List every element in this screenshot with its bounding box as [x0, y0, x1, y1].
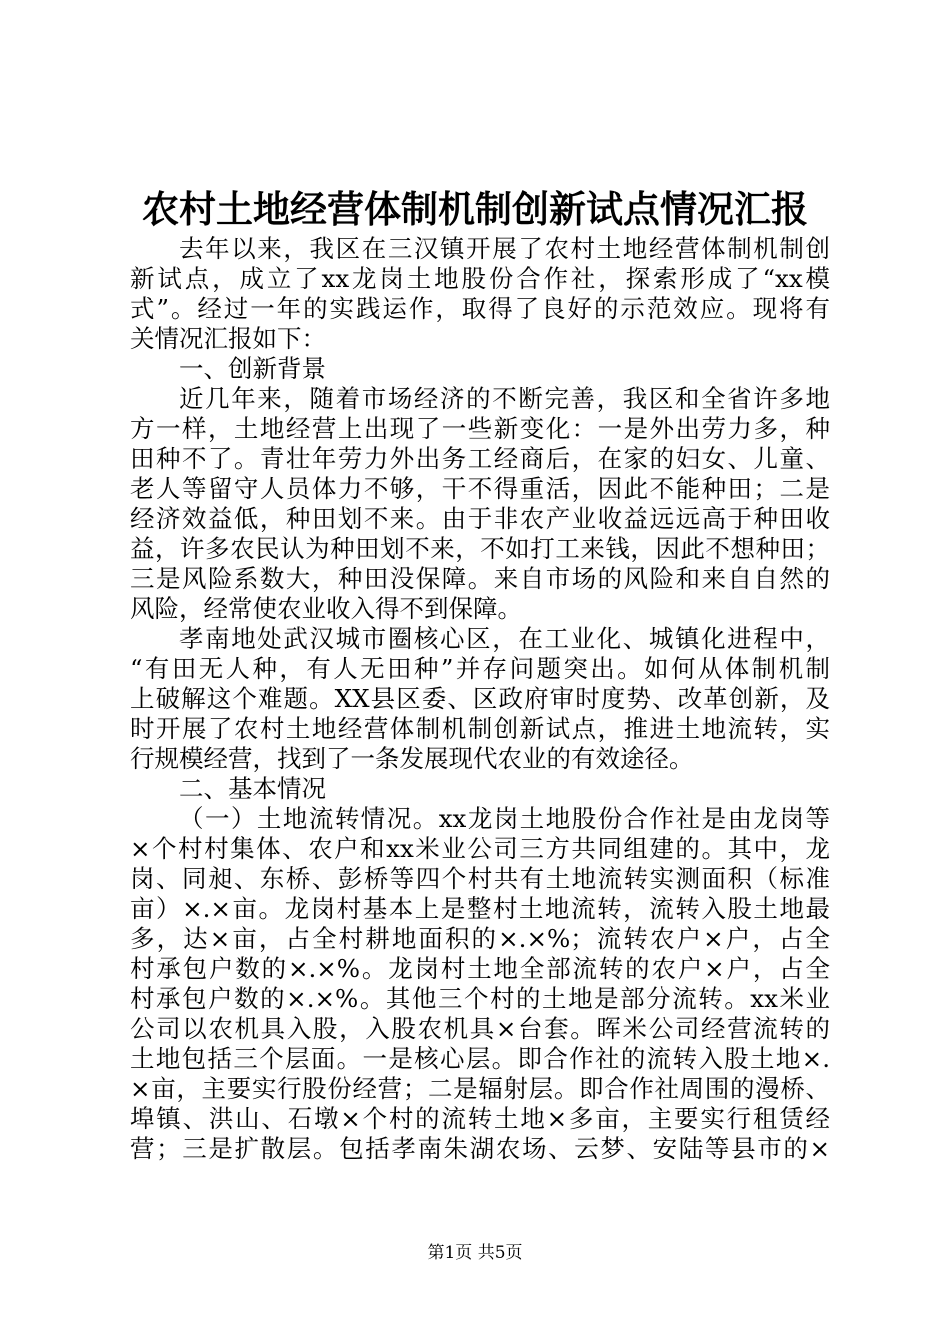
text-line: 田种不了。青壮年劳力外出务工经商后，在家的妇女、儿童、: [130, 444, 830, 473]
text-line: 多，达×亩，占全村耕地面积的×.×%；流转农户×户，占全: [130, 924, 830, 953]
text-line: 一、创新背景: [179, 354, 326, 383]
text-line: 关情况汇报如下：: [130, 324, 326, 353]
text-line: 村承包户数的×.×%。其他三个村的土地是部分流转。xx米业: [130, 984, 830, 1013]
text-line: ×亩，主要实行股份经营；二是辐射层。即合作社周围的漫桥、: [130, 1074, 830, 1103]
text-line: 上破解这个难题。XX县区委、区政府审时度势、改革创新，及: [130, 684, 830, 713]
text-line: （一）土地流转情况。xx龙岗土地股份合作社是由龙岗等: [179, 804, 830, 833]
document-title: 农村土地经营体制机制创新试点情况汇报: [142, 187, 808, 231]
text-line: 孝南地处武汉城市圈核心区，在工业化、城镇化进程中，: [179, 624, 830, 653]
text-line: 营；三是扩散层。包括孝南朱湖农场、云梦、安陆等县市的×: [130, 1134, 830, 1163]
page-footer: 第1页 共5页: [427, 1243, 523, 1263]
text-line: “有田无人种，有人无田种”并存问题突出。如何从体制机制: [130, 654, 830, 683]
text-line: 方一样，土地经营上出现了一些新变化：一是外出劳力多，种: [130, 414, 830, 443]
text-line: 风险，经常使农业收入得不到保障。: [130, 594, 522, 623]
text-line: 村承包户数的×.×%。龙岗村土地全部流转的农户×户，占全: [130, 954, 830, 983]
text-line: 岗、同昶、东桥、彭桥等四个村共有土地流转实测面积（标准: [130, 864, 830, 893]
text-line: 亩）×.×亩。龙岗村基本上是整村土地流转，流转入股土地最: [130, 894, 830, 923]
text-line: 老人等留守人员体力不够，干不得重活，因此不能种田；二是: [130, 474, 830, 503]
document-body: [130, 234, 830, 1164]
text-line: 去年以来，我区在三汉镇开展了农村土地经营体制机制创: [179, 234, 830, 263]
text-line: 二、基本情况: [179, 774, 326, 803]
text-line: 新试点，成立了xx龙岗土地股份合作社，探索形成了“xx模: [130, 264, 830, 293]
text-line: 埠镇、洪山、石墩×个村的流转土地×多亩，主要实行租赁经: [130, 1104, 830, 1133]
text-line: 近几年来，随着市场经济的不断完善，我区和全省许多地: [179, 384, 830, 413]
text-line: 土地包括三个层面。一是核心层。即合作社的流转入股土地×.: [130, 1044, 830, 1073]
text-line: 行规模经营，找到了一条发展现代农业的有效途径。: [130, 744, 694, 773]
text-line: ×个村村集体、农户和xx米业公司三方共同组建的。其中，龙: [130, 834, 830, 863]
text-line: 公司以农机具入股，入股农机具×台套。晖米公司经营流转的: [130, 1014, 830, 1043]
text-line: 式”。经过一年的实践运作，取得了良好的示范效应。现将有: [130, 294, 830, 323]
text-line: 经济效益低，种田划不来。由于非农产业收益远远高于种田收: [130, 504, 830, 533]
text-line: 三是风险系数大，种田没保障。来自市场的风险和来自自然的: [130, 564, 830, 593]
text-line: 益，许多农民认为种田划不来，不如打工来钱，因此不想种田；: [130, 534, 830, 563]
text-line: 时开展了农村土地经营体制机制创新试点，推进土地流转，实: [130, 714, 830, 743]
